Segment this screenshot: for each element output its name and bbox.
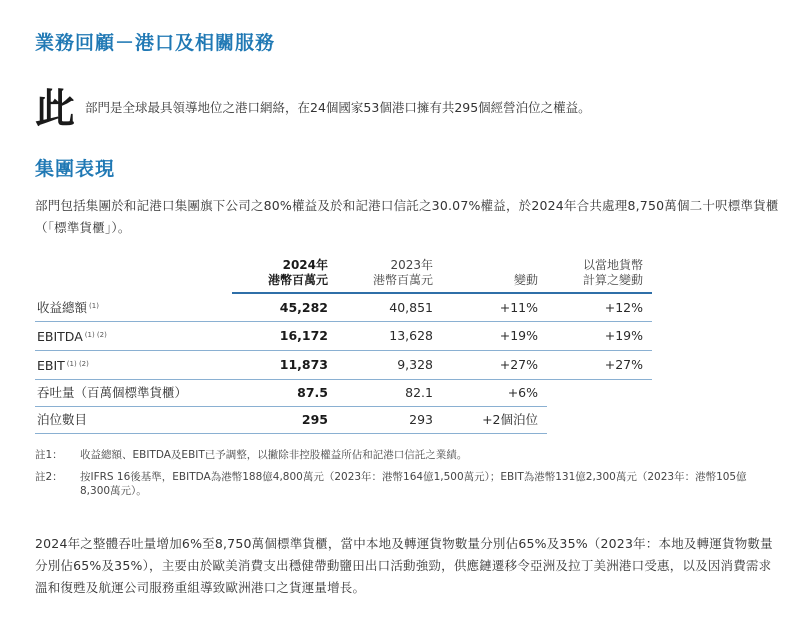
footnote-ref: (1) (2) <box>66 360 89 368</box>
header-local-line2: 計算之變動 <box>582 273 643 287</box>
cell-2024: 87.5 <box>232 380 337 407</box>
header-change-label: 變動 <box>513 273 538 287</box>
table-header-row <box>35 258 652 293</box>
cell-2024: 295 <box>232 407 337 434</box>
cell-2023: 9,328 <box>337 351 442 380</box>
row-label-text: EBITDA <box>37 329 83 344</box>
row-label <box>35 322 232 351</box>
header-local-line1: 以當地貨幣 <box>582 258 643 272</box>
section-heading: 集團表現 <box>35 158 116 180</box>
header-2024-unit: 港幣百萬元 <box>267 273 328 287</box>
header-change <box>442 258 547 293</box>
header-2023 <box>337 258 442 293</box>
cell-2023: 82.1 <box>337 380 442 407</box>
footnote-2-label: 註2： <box>35 471 63 483</box>
table-row <box>35 351 652 380</box>
header-2023-year: 2023年 <box>390 258 433 272</box>
cell-2023: 293 <box>337 407 442 434</box>
row-label <box>35 351 232 380</box>
paragraph-throughput: 2024年之整體吞吐量增加6%至8,750萬個標準貨櫃，當中本地及轉運貨物數量分別佔65%及35%（2023年：本地及轉運貨物數量分別佔65%及35%），主要由於歐美消費支出穩健帶動鹽田出口活動強勁，供應鏈遷移令亞洲及拉丁美洲港口受惠，以及因消費需求溫和復甦及航運公司服務重組導致歐洲港口之貨運量增長。 <box>35 536 773 595</box>
footnote-ref: (1) <box>89 302 99 310</box>
cell-local-change: +27% <box>547 351 652 380</box>
paragraph-group-performance: 部門包括集團於和記港口集團旗下公司之80%權益及於和記港口信託之30.07%權益，於2024年合共處理8,750萬個二十呎標準貨櫃（「標準貨櫃」）。 <box>35 198 779 235</box>
table-row <box>35 380 652 407</box>
header-2023-unit: 港幣百萬元 <box>372 273 433 287</box>
intro-block <box>35 85 775 134</box>
header-2024 <box>232 258 337 293</box>
header-label-empty <box>35 258 232 293</box>
financial-table <box>35 258 652 434</box>
drop-cap: 此 <box>35 85 75 132</box>
cell-change: +6% <box>442 380 547 407</box>
cell-change: +11% <box>442 293 547 322</box>
cell-2024: 11,873 <box>232 351 337 380</box>
row-label-text: 收益總額 <box>37 300 88 315</box>
table-row <box>35 407 652 434</box>
cell-2024: 16,172 <box>232 322 337 351</box>
row-label-text: 泊位數目 <box>37 412 88 427</box>
intro-text: 部門是全球最具領導地位之港口網絡，在24個國家53個港口擁有共295個經營泊位之權益。 <box>85 100 591 115</box>
footnote-1-label: 註1： <box>35 449 63 461</box>
cell-local-change: +12% <box>547 293 652 322</box>
footnote-1-text: 收益總額、EBITDA及EBIT已予調整，以撇除非控股權益所佔和記港口信託之業績。 <box>80 449 468 461</box>
cell-change: +19% <box>442 322 547 351</box>
cell-local-change <box>547 380 652 407</box>
cell-2023: 40,851 <box>337 293 442 322</box>
row-label <box>35 407 232 434</box>
cell-2024: 45,282 <box>232 293 337 322</box>
footnote-ref: (1) (2) <box>84 331 107 339</box>
cell-local-change: +19% <box>547 322 652 351</box>
table-row <box>35 322 652 351</box>
table-row <box>35 293 652 322</box>
cell-2023: 13,628 <box>337 322 442 351</box>
cell-local-change <box>547 407 652 434</box>
row-label <box>35 380 232 407</box>
page-title: 業務回顧－港口及相關服務 <box>35 32 276 54</box>
footnote-2-text: 按IFRS 16後基準，EBITDA為港幣188億4,800萬元（2023年：港幣164億1,500萬元）；EBIT為港幣131億2,300萬元（2023年：港幣105億8,300萬元）。 <box>80 471 747 497</box>
row-label-text: EBIT <box>37 358 65 373</box>
header-local-currency <box>547 258 652 293</box>
header-2024-year: 2024年 <box>282 258 328 272</box>
cell-change: +2個泊位 <box>442 407 547 434</box>
row-label <box>35 293 232 322</box>
cell-change: +27% <box>442 351 547 380</box>
row-label-text: 吞吐量（百萬個標準貨櫃） <box>37 385 188 400</box>
